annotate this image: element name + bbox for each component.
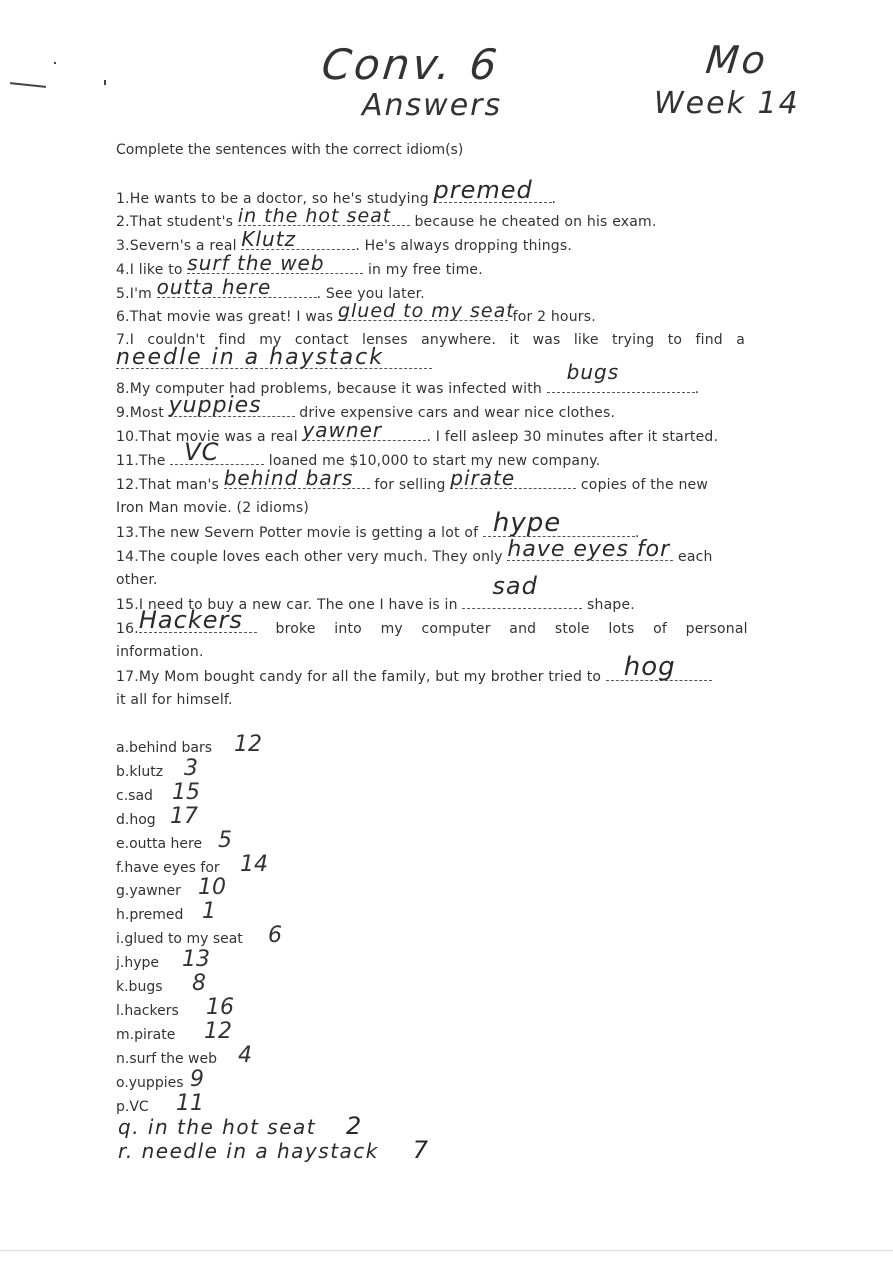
answer-key-item [116, 1003, 179, 1019]
sentence-6: 6.That movie was great! I was glued to my seat for 2 hours. [116, 300, 596, 325]
handwritten-answer: have eyes for [507, 537, 671, 562]
handwritten-answer: behind bars [223, 466, 354, 490]
stray-pen-mark [10, 82, 46, 88]
answer-key-item [116, 907, 183, 923]
answer-key-item [116, 812, 156, 828]
answer-blank[interactable] [337, 300, 515, 322]
sentence-14: 14.The couple loves each other very much. They only have eyes for each [116, 537, 713, 565]
answer-key-label: m.pirate [116, 1026, 176, 1043]
answer-key-item [116, 788, 153, 804]
answer-blank[interactable] [237, 205, 410, 227]
sentence-12: 12.That man's behind bars for selling pirate copies of the new [116, 466, 709, 493]
answer-key-label: n.surf the web [116, 1050, 218, 1067]
sentence-17-continued: it all for himself. [116, 692, 233, 708]
sentence-3: 3.Severn's a real Klutz . He's always dropping things. [116, 227, 573, 254]
handwritten-answer: yuppies [168, 393, 262, 418]
answer-blank[interactable] [606, 652, 712, 682]
answer-blank[interactable] [156, 275, 317, 299]
handwritten-sentence-number: 8 [192, 971, 206, 996]
answer-blank[interactable] [547, 360, 695, 393]
sentence-15: 15.I need to buy a new car. The one I have is in sad shape. [116, 572, 635, 613]
handwritten-answer: Klutz [241, 227, 297, 251]
handwritten-sentence-number: 3 [184, 755, 198, 781]
answer-blank[interactable] [433, 176, 552, 204]
handwritten-answer: glued to my seat [337, 300, 515, 322]
answer-key-item [116, 1051, 217, 1067]
handwritten-sentence-number: 4 [238, 1042, 252, 1068]
handwritten-answer: outta here [156, 275, 272, 299]
handwritten-answer: premed [433, 176, 533, 204]
sentence-10: 10.That movie was a real yawner . I fell asleep 30 minutes after it started. [116, 418, 719, 445]
sentence-2: 2.That student's in the hot seat because he cheated on his exam. [116, 205, 657, 230]
handwritten-sentence-number: 12 [204, 1018, 232, 1044]
answer-blank[interactable] [168, 393, 295, 418]
handwritten-sentence-number: 6 [268, 923, 282, 949]
instructions: Complete the sentences with the correct idiom(s) [116, 142, 464, 158]
sentence-7: 7.I couldn't find my contact lenses anywhere. it was like trying to find a [116, 332, 745, 348]
handwritten-sentence-number: 15 [172, 779, 200, 805]
handwritten-answer: hog [623, 652, 676, 682]
handwritten-sentence-number: 11 [176, 1090, 204, 1116]
sentence-14-continued: other. [116, 572, 158, 588]
handwritten-answer: VC [184, 438, 220, 466]
sentence-12-continued: Iron Man movie. (2 idioms) [116, 500, 309, 516]
handwritten-answer: pirate [450, 466, 516, 490]
answer-key-item [116, 740, 212, 756]
answer-key-label: h.premed [116, 907, 184, 924]
handwritten-answer: hype [492, 508, 562, 538]
sentence-16-continued: information. [116, 644, 204, 660]
handwritten-key-q: q. in the hot seat 2 [118, 1112, 363, 1140]
answer-blank[interactable] [223, 466, 370, 490]
answer-key-label: a.behind bars [116, 740, 213, 756]
answer-key-item [116, 1075, 184, 1091]
answer-key-item [116, 1027, 175, 1043]
handwritten-answer: Hackers [138, 606, 243, 634]
worksheet-title: Conv. 6 [319, 40, 503, 89]
handwritten-sentence-number: 13 [182, 947, 210, 973]
answer-key-label: e.outta here [116, 835, 203, 852]
handwritten-sentence-number: 10 [198, 875, 226, 901]
answer-key-label: k.bugs [116, 979, 163, 995]
answer-blank[interactable] [483, 508, 635, 538]
answer-key-label: o.yuppies [116, 1074, 184, 1091]
handwritten-sentence-number: 9 [190, 1066, 204, 1092]
sentence-1: 1.He wants to be a doctor, so he's studying premed . [116, 176, 557, 207]
handwritten-sentence-number: 12 [234, 732, 262, 757]
answer-key-label: j.hype [116, 955, 159, 972]
stray-pen-dot [54, 62, 56, 64]
answer-blank[interactable] [138, 606, 257, 634]
sentence-13: 13.The new Severn Potter movie is getting a lot of hype . [116, 508, 640, 541]
handwritten-sentence-number: 16 [206, 994, 234, 1020]
answer-key-item [116, 860, 220, 876]
handwritten-answer: needle in a haystack [116, 345, 384, 370]
sentence-8: 8.My computer had problems, because it was infected with bugs . [116, 360, 700, 397]
handwritten-answer: surf the web [187, 251, 325, 275]
answer-key-item [116, 883, 181, 899]
scan-edge [0, 1250, 893, 1251]
answer-key-label: d.hog [116, 811, 156, 828]
answer-blank[interactable] [450, 466, 576, 490]
answer-key-label: f.have eyes for [116, 859, 220, 876]
answer-key-item [116, 979, 163, 995]
answer-key-item [116, 764, 163, 780]
answer-key-label: b.klutz [116, 763, 164, 780]
worksheet-subtitle: Answers [362, 88, 503, 123]
answer-blank[interactable] [302, 418, 426, 442]
sentence-17: 17.My Mom bought candy for all the family, but my brother tried to hog [116, 668, 712, 685]
answer-blank[interactable] [462, 572, 582, 609]
handwritten-sentence-number: 1 [202, 899, 216, 925]
sentence-9: 9.Most yuppies drive expensive cars and wear nice clothes. [116, 393, 616, 421]
answer-key-label: c.sad [116, 787, 153, 804]
answer-key-item [116, 836, 202, 852]
stray-pen-dot [104, 80, 106, 85]
answer-key-label: p.VC [116, 1098, 149, 1115]
sentence-5: 5.I'm outta here . See you later. [116, 275, 425, 302]
handwritten-sentence-number: 5 [218, 827, 232, 853]
answer-key-label: l.hackers [116, 1002, 179, 1019]
week-label: Week 14 [654, 86, 800, 121]
sentence-16: 16. Hackers broke into my computer and stole lots of personal [116, 606, 748, 637]
handwritten-answer: in the hot seat [237, 205, 392, 227]
answer-blank[interactable] [241, 227, 355, 251]
sentence-7-continued [116, 345, 432, 373]
answer-blank[interactable] [187, 251, 363, 275]
handwritten-answer: bugs [566, 360, 620, 384]
handwritten-answer: yawner [302, 418, 383, 442]
answer-key-label: i.glued to my seat [116, 931, 243, 948]
answer-blank[interactable] [507, 537, 673, 562]
sentence-4: 4.I like to surf the web in my free time. [116, 251, 483, 278]
answer-blank[interactable] [170, 438, 264, 466]
answer-key-item [116, 955, 159, 971]
sentence-11: 11.The VC loaned me $10,000 to start my new company. [116, 438, 601, 469]
handwritten-answer: sad [492, 572, 538, 600]
handwritten-key-r: r. needle in a haystack 7 [118, 1136, 430, 1164]
handwritten-sentence-number: 17 [170, 803, 198, 829]
answer-key-label: g.yawner [116, 883, 181, 900]
student-initials: Mo [703, 38, 771, 82]
answer-blank[interactable] [116, 345, 432, 370]
handwritten-sentence-number: 14 [240, 851, 268, 877]
answer-key-item [116, 931, 243, 947]
